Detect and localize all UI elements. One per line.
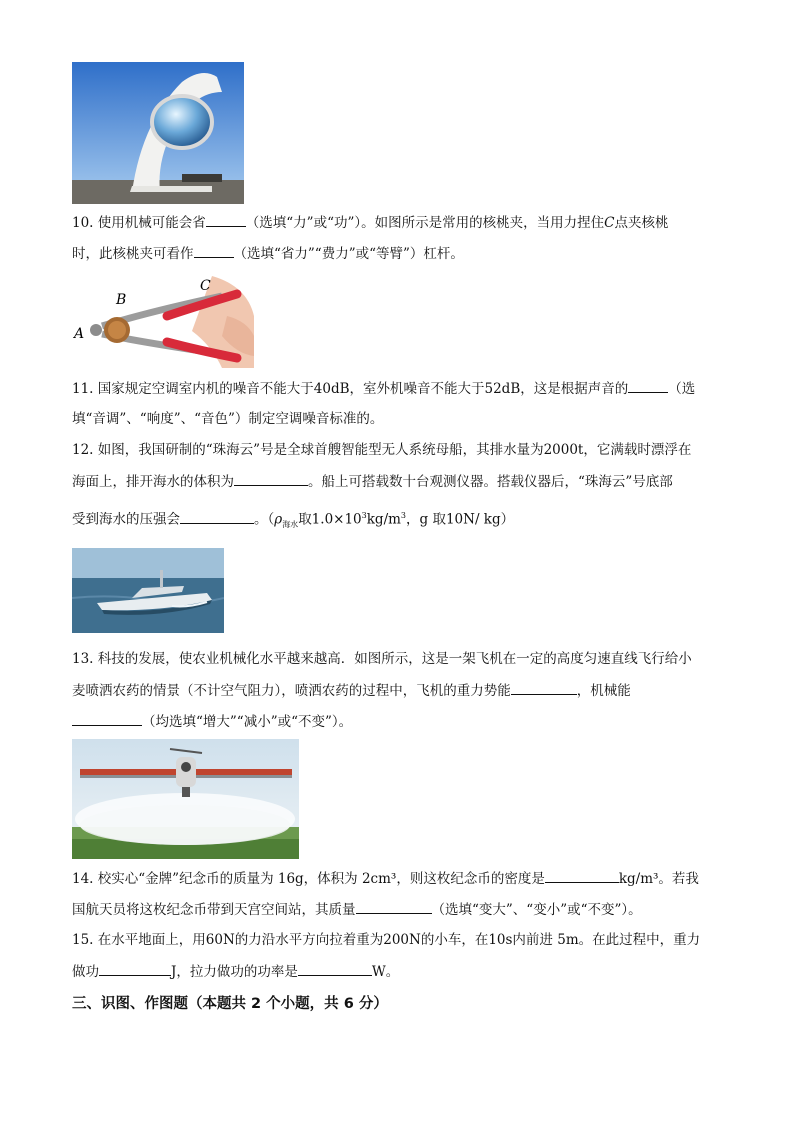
label-c: C	[200, 278, 211, 294]
q14-blank-2[interactable]	[356, 899, 432, 914]
q11-blank-1[interactable]	[628, 378, 668, 393]
section-heading: 三、识图、作图题（本题共 2 个小题，共 6 分）	[72, 996, 388, 1012]
q13-line2: 麦喷洒农药的情景（不计空气阻力），喷洒农药的过程中，飞机的重力势能 ，机械能	[72, 680, 631, 701]
label-b: B	[116, 292, 127, 308]
q10-blank-2[interactable]	[194, 243, 234, 258]
q10-line2: 时，此核桃夹可看作 （选填“省力”“费力”或“等臂”）杠杆。	[72, 243, 464, 264]
q15-blank-2[interactable]	[298, 961, 372, 976]
q12-line1: 12. 如图，我国研制的“珠海云”号是全球首艘智能型无人系统母船，其排水量为2000t，它满载时漂浮在	[72, 442, 692, 458]
q10-line1: 10. 使用机械可能会省 （选填“力”或“功”）。如图所示是常用的核桃夹，当用力捏住C点夹核桃	[72, 212, 668, 233]
q14-line2: 国航天员将这枚纪念币带到天宫空间站，其质量 （选填“变大”、“变小”或“不变”）。	[72, 899, 642, 920]
q14-line1: 14. 校实心“金牌”纪念币的质量为 16g，体积为 2cm³，则这枚纪念币的密度是 kg/m³。若我	[72, 868, 699, 889]
q11-line2: 填“音调”、“响度”、“音色”）制定空调噪音标准的。	[72, 411, 384, 427]
q11-line1: 11. 国家规定空调室内机的噪音不能大于40dB，室外机噪音不能大于52dB，这是根据声音的 （选	[72, 378, 695, 399]
q13-line3: （均选填“增大”“减小”或“不变”）。	[72, 711, 352, 732]
q14-blank-1[interactable]	[545, 868, 619, 883]
sculpture-photo	[72, 62, 244, 204]
q15-line2: 做功 J，拉力做功的功率是 W。	[72, 961, 399, 982]
q13-blank-2[interactable]	[72, 711, 142, 726]
q15-blank-1[interactable]	[99, 961, 171, 976]
label-a: A	[74, 326, 85, 342]
q15-line1: 15. 在水平地面上，用60N的力沿水平方向拉着重为200N的小车，在10s内前进 5m。在此过程中，重力	[72, 932, 701, 948]
q12-blank-1[interactable]	[234, 471, 308, 486]
ship-photo	[72, 548, 224, 633]
q12-line3: 受到海水的压强会 。（$\rho_{海水}$取$1.0\times 10^3kg/m^3$，g 取10N/ kg）	[72, 506, 514, 535]
nutcracker-figure	[72, 276, 254, 368]
q12-blank-2[interactable]	[180, 509, 254, 524]
q13-line1: 13. 科技的发展，使农业机械化水平越来越高．如图所示，这是一架飞机在一定的高度匀速直线飞行给小	[72, 651, 692, 667]
crop-duster-photo	[72, 739, 299, 859]
q10-blank-1[interactable]	[206, 212, 246, 227]
q13-blank-1[interactable]	[511, 680, 577, 695]
q12-line2: 海面上，排开海水的体积为 。船上可搭载数十台观测仪器。搭载仪器后，“珠海云”号底部	[72, 471, 673, 492]
